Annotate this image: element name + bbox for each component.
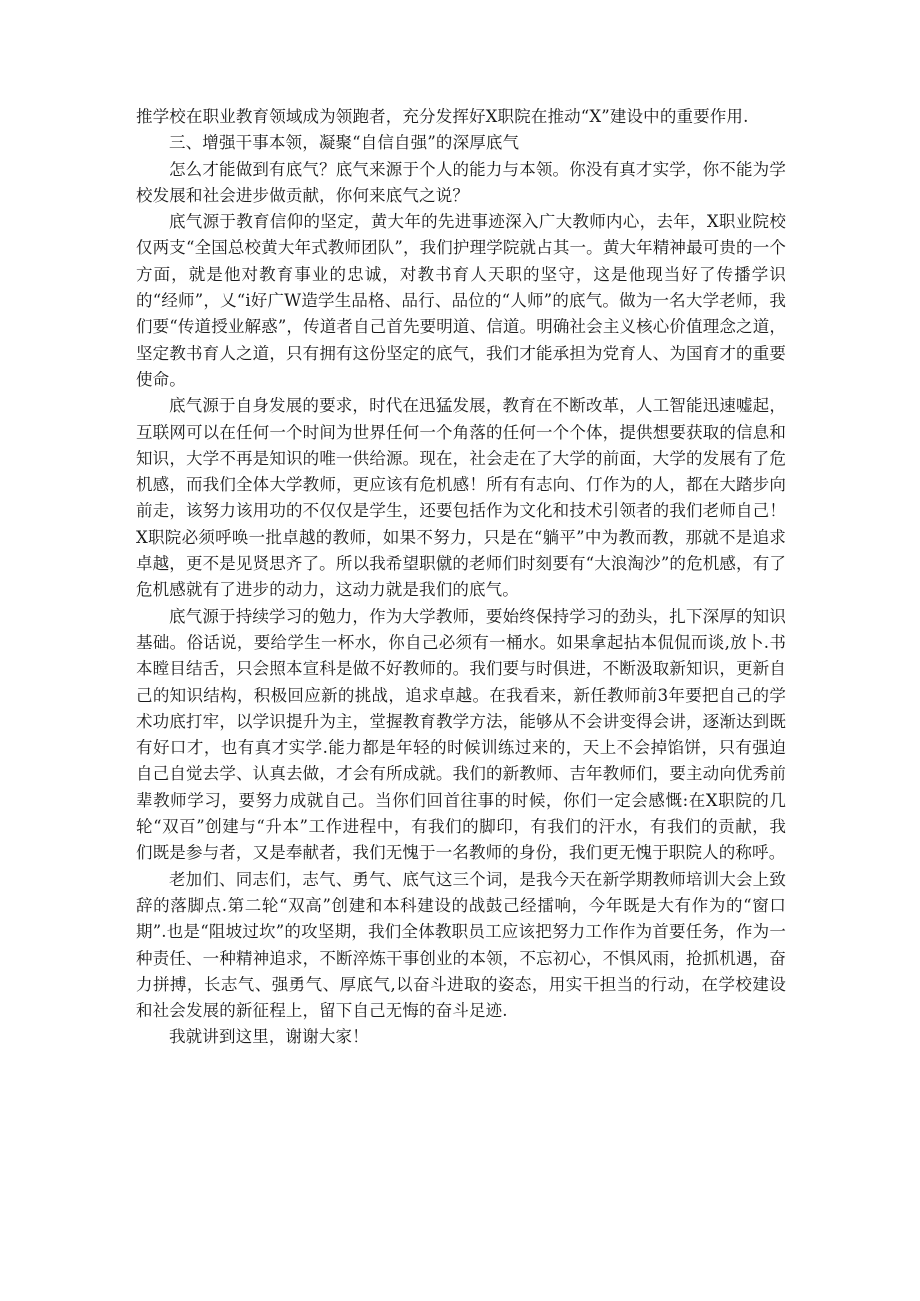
paragraph-5: 老加们、同志们，志气、勇气、底气这三个词，是我今天在新学期教师培训大会上致辞的落脚点.第二轮“双高”创建和本科建设的战鼓己经擂响，今年既是大有作为的“窗口期”.也是“阻坡过坎”的攻坚期，我们全体教职员工应该把努力工作作为首要任务，作为一种责任、一种精神追求，不断淬炼干事创业的本领，不忘初心，不惧风雨，抢抓机遇，奋力拼搏，长志气、强勇气、厚底气,以奋斗进取的姿态，用实干担当的行动，在学校建设和社会发展的新征程上，留下自己无悔的奋斗足迹. [136,869,786,1021]
section-heading: 三、增强干事本领，凝聚“自信自强”的深厚底气 [169,133,520,153]
paragraph-2: 底气源于教育信仰的坚定，黄大年的先进事迹深入广大教师内心，去年，X职业院校仅两支“全国总校黄大年式教师团队”，我们护理学院就占其一。黄大年精神最可贵的一个方面，就是他对教育事业的忠诚，对教书育人天职的坚守，这是他现当好了传播学识的“经师”，乂“i好广W造学生品格、品行、品位的“人师”的底气。做为一名大学老师，我们要“传道授业解惑”，传道者自己首先要明道、信道。明确社会主义核心价值理念之道，坚定教书育人之道，只有拥有这份坚定的底气，我们才能承担为党育人、为国育才的重要使命。 [136,212,786,389]
paragraph-3: 底气源于自身发展的要求，时代在迅猛发展，教育在不断改革，人工智能迅速嘘起，互联网可以在任何一个时间为世界任何一个角落的任何一个个体，提供想要获取的信息和知识，大学不再是知识的唯一供给源。现在，社会走在了大学的前面，大学的发展有了危机感，而我们全体大学教师，更应该有危机感！所有有志向、仃作为的人，都在大踏步向前走，该努力该用功的不仅仅是学生，还要包括作为文化和技术引领者的我们老师自己！X职院必须呼唤一批卓越的教师，如果不努力，只是在“躺平”中为教而教，那就不是追求卓越，更不是见贤思齐了。所以我希望职僦的老师们时刻要有“大浪淘沙”的危机感，有了危机感就有了进步的动力，这动力就是我们的底气。 [136,396,786,600]
paragraph-1: 怎么才能做到有底气？底气来源于个人的能力与本领。你没有真才实学，你不能为学校发展和社会进步做贡献，你何来底气之说？ [136,159,786,205]
closing-line: 我就讲到这里，谢谢大家！ [169,1027,369,1047]
paragraph-4: 底气源于持续学习的勉力，作为大学教师，要始终保持学习的劲头，扎下深厚的知识基础。俗话说，要给学生一杯水，你自己必须有一桶水。如果拿起拈本侃侃而谈,放卜.书本瞠目结舌，只会照本宣科是做不好教师的。我们要与时俱进，不断汲取新知识，更新自己的知识结构，积极回应新的挑战，追求卓越。在我看来，新任教师前3年要把自己的学术功底打牢，以学识提升为主，堂握教育教学方法，能够从不会讲变得会讲，逐渐达到既有好口才，也有真才实学.能力都是年轻的时候训练过来的，天上不会掉馅饼，只有强迫自己自觉去学、认真去做，才会有所成就。我们的新教师、吉年教师们，要主动向优秀前辈教师学习，要努力成就自己。当你们回首往事的时候，你们一定会感慨:在X职院的几轮“双百”创建与“升本”工作进程中，有我们的脚印，有我们的汗水，有我们的贡献，我们既是参与者，又是奉献者，我们无愧于一名教师的身份，我们更无愧于职院人的称呼。 [136,606,786,863]
document-page [136,104,786,1051]
lead-line: 推学校在职业教育领域成为领跑者，充分发挥好X职院在推动“X”建设中的重要作用. [136,107,749,126]
